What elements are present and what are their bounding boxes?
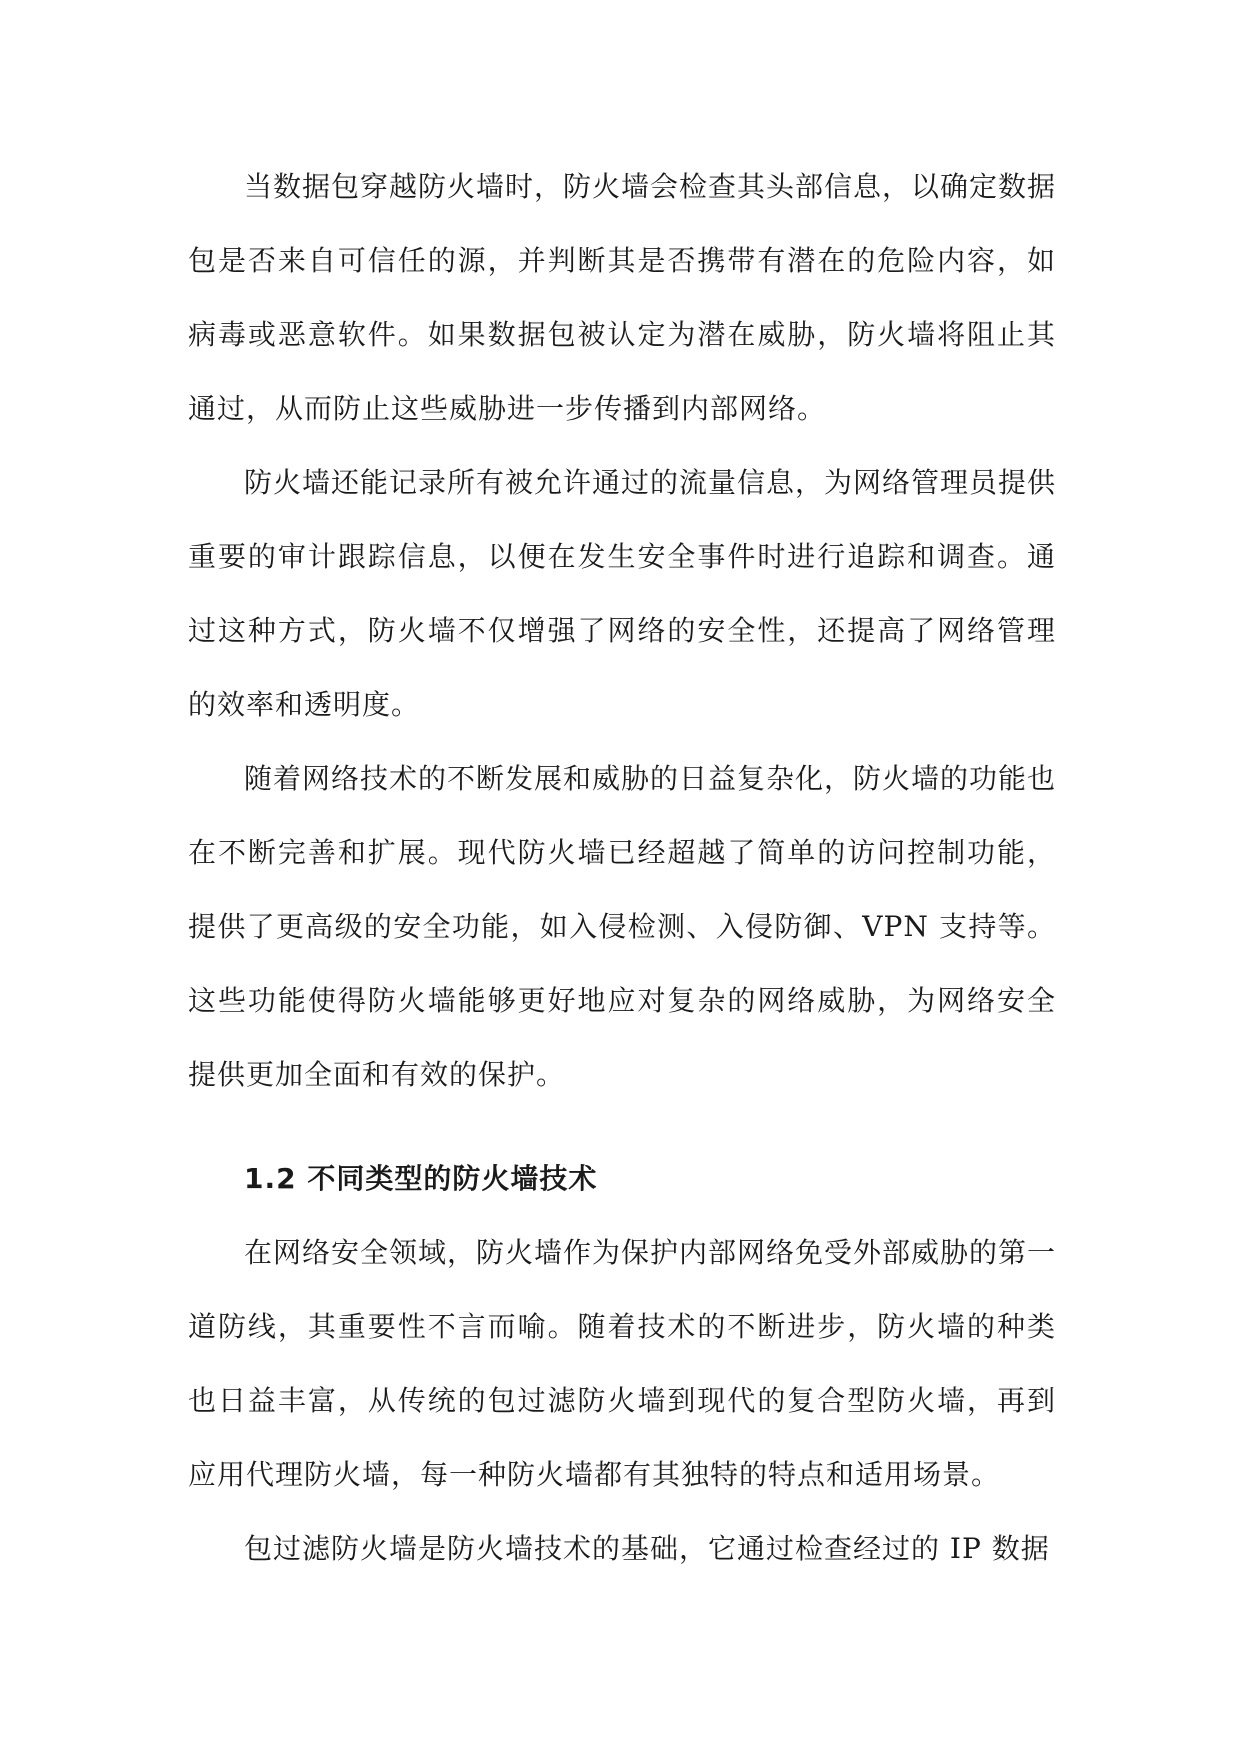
paragraph-traffic-logging: 防火墙还能记录所有被允许通过的流量信息，为网络管理员提供重要的审计跟踪信息，以便在发生安全事件时进行追踪和调查。通过这种方式，防火墙不仅增强了网络的安全性，还提高了网络管理的效率和透明度。 [188,466,1057,721]
section-heading: 1.2 不同类型的防火墙技术 [244,1162,598,1195]
document-body [188,150,1056,1586]
paragraph-firewall-types-intro: 在网络安全领域，防火墙作为保护内部网络免受外部威胁的第一道防线，其重要性不言而喻。随着技术的不断进步，防火墙的种类也日益丰富，从传统的包过滤防火墙到现代的复合型防火墙，再到应用代理防火墙，每一种防火墙都有其独特的特点和适用场景。 [188,1236,1057,1491]
paragraph-packet-inspection: 当数据包穿越防火墙时，防火墙会检查其头部信息，以确定数据包是否来自可信任的源，并判断其是否携带有潜在的危险内容，如病毒或恶意软件。如果数据包被认定为潜在威胁，防火墙将阻止其通过，从而防止这些威胁进一步传播到内部网络。 [188,170,1057,425]
paragraph-firewall-evolution: 随着网络技术的不断发展和威胁的日益复杂化，防火墙的功能也在不断完善和扩展。现代防火墙已经超越了简单的访问控制功能，提供了更高级的安全功能，如入侵检测、入侵防御、VPN 支持等。这些功能使得防火墙能够更好地应对复杂的网络威胁，为网络安全提供更加全面和有效的保护。 [188,762,1057,1091]
paragraph-packet-filter: 包过滤防火墙是防火墙技术的基础，它通过检查经过的 IP 数据 [244,1532,1050,1565]
